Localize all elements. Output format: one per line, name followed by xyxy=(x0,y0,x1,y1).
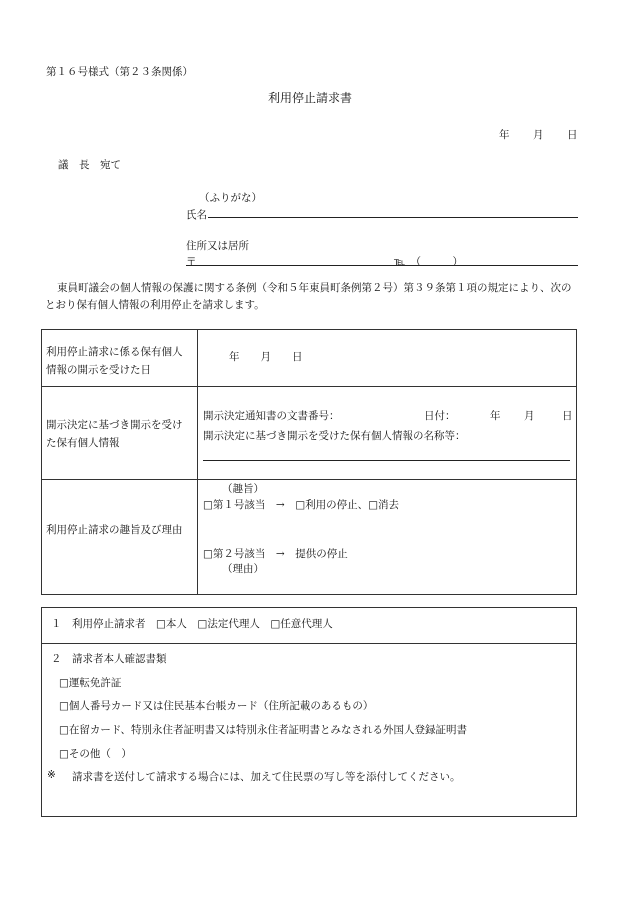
date-month: 月 xyxy=(533,129,544,141)
tel-label: ℡ （ ） xyxy=(394,256,464,268)
row2-label: 開示決定に基づき開示を受けた保有個人情報 xyxy=(46,419,183,449)
row1-label: 利用停止請求に係る保有個人情報の開示を受けた日 xyxy=(46,346,183,376)
page-title: 利用停止請求書 xyxy=(268,91,353,105)
row2-year: 年 xyxy=(490,410,501,422)
disclosed-info-name-field[interactable] xyxy=(203,460,570,461)
row2-month: 月 xyxy=(524,410,535,422)
table-row-divider xyxy=(41,386,577,387)
identity-section-divider xyxy=(41,643,577,644)
table-row-divider xyxy=(41,479,577,480)
name-field[interactable] xyxy=(208,217,578,218)
id-doc-option[interactable]: □その他（ ） xyxy=(59,748,132,760)
id-doc-option[interactable]: □運転免許証 xyxy=(59,677,122,689)
furigana-label: （ふりがな） xyxy=(199,192,262,204)
date-year: 年 xyxy=(499,129,510,141)
addressee: 議 長 宛て xyxy=(58,159,121,171)
address-field[interactable] xyxy=(186,265,578,266)
requester-type[interactable]: １ 利用停止請求者 □本人 □法定代理人 □任意代理人 xyxy=(51,618,333,630)
note-mark: ※ xyxy=(47,769,56,781)
purpose-option-1[interactable]: □第１号該当 → □利用の停止、□消去 xyxy=(203,499,400,511)
reason-heading: （理由） xyxy=(222,563,264,575)
form-number: 第１６号様式（第２３条関係） xyxy=(46,66,193,78)
row1-date-value[interactable]: 年 月 日 xyxy=(229,351,303,363)
postal-mark: 〒 xyxy=(186,256,197,268)
doc-number-label: 開示決定通知書の文書番号： xyxy=(203,410,340,422)
date-day: 日 xyxy=(567,129,578,141)
purpose-heading: （趣旨） xyxy=(222,483,264,495)
id-doc-option[interactable]: □在留カード、特別永住者証明書又は特別永住者証明書とみなされる外国人登録証明書 xyxy=(59,724,467,736)
table-column-divider xyxy=(197,329,198,595)
intro-text: 東員町議会の個人情報の保護に関する条例（令和５年東員町条例第２号）第３９条第１項の規定により、次のとおり保有個人情報の利用停止を請求します。 xyxy=(45,282,572,311)
note-text: 請求書を送付して請求する場合には、加えて住民票の写し等を添付してください。 xyxy=(72,771,461,783)
row3-label: 利用停止請求の趣旨及び理由 xyxy=(46,524,183,536)
address-label: 住所又は居所 xyxy=(186,240,249,252)
row2-day: 日 xyxy=(562,410,573,422)
purpose-option-2[interactable]: □第２号該当 → 提供の停止 xyxy=(203,548,348,560)
disclosed-info-name-label: 開示決定に基づき開示を受けた保有個人情報の名称等： xyxy=(203,430,466,442)
row2-date-label: 日付： xyxy=(424,410,456,422)
id-doc-option[interactable]: □個人番号カード又は住民基本台帳カード（住所記載のあるもの） xyxy=(59,700,374,712)
id-docs-title: ２ 請求者本人確認書類 xyxy=(51,653,167,665)
name-label: 氏名 xyxy=(186,209,207,221)
